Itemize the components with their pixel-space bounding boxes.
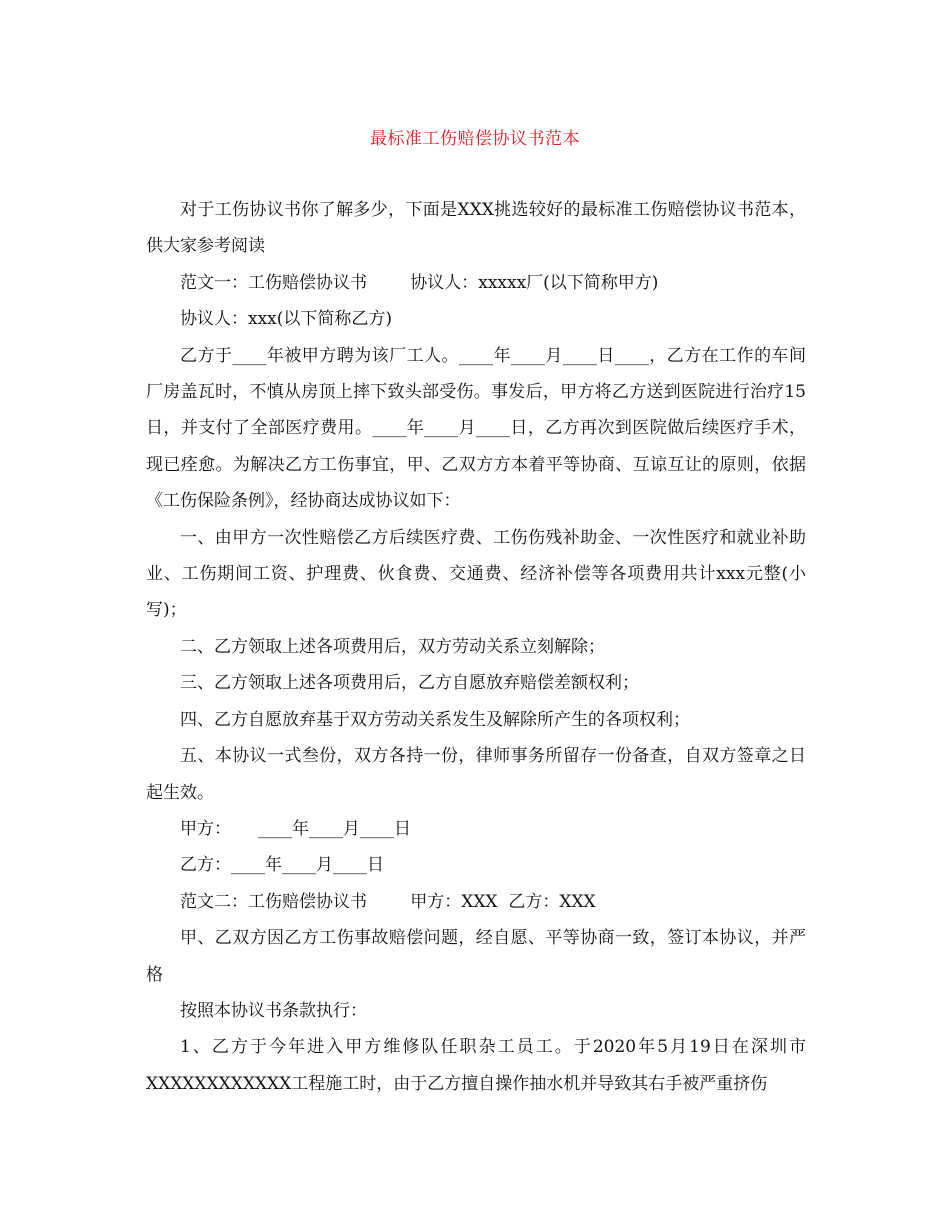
paragraph-background: 乙方于____年被甲方聘为该厂工人。____年____月____日____，乙方在工作的车间厂房盖瓦时，不慎从房顶上摔下致头部受伤。事发后，甲方将乙方送到医院进行治疗15日，并支付了全部医疗费用。____年____月____日，乙方再次到医院做后续医疗手术，现已痊愈。为解决乙方工伤事宜，甲、乙双方方本着平等协商、互谅互让的原则，依据《工伤保险条例》，经协商达成协议如下： [146,345,806,512]
signature-party-a: 甲方： ____年____月____日 [180,818,412,839]
paragraph-clause-3: 三、乙方领取上述各项费用后，乙方自愿放弃赔偿差额权利； [180,673,639,694]
paragraph-sample-two-terms: 按照本协议书条款执行： [180,1000,367,1021]
paragraph-clause-2: 二、乙方领取上述各项费用后，双方劳动关系立刻解除； [180,636,605,657]
paragraph-clause-4: 四、乙方自愿放弃基于双方劳动关系发生及解除所产生的各项权利； [180,709,690,730]
paragraph-clause-1: 一、由甲方一次性赔偿乙方后续医疗费、工伤伤残补助金、一次性医疗和就业补助业、工伤期间工资、护理费、伙食费、交通费、经济补偿等各项费用共计xxx元整(小写)； [146,527,806,621]
paragraph-sample-one-header: 范文一：工伤赔偿协议书 协议人：xxxxx厂(以下简称甲方) [180,272,659,293]
paragraph-party-b: 协议人：xxx(以下简称乙方) [180,309,393,330]
paragraph-sample-two-intro: 甲、乙双方因乙方工伤事故赔偿问题，经自愿、平等协商一致，签订本协议，并严格 [146,928,806,985]
signature-party-b: 乙方：____年____月____日 [180,855,384,876]
paragraph-clause-5: 五、本协议一式叁份，双方各持一份，律师事务所留存一份备查，自双方签章之日起生效。 [146,746,806,803]
document-body [146,192,806,1102]
paragraph-sample-two-clause-1: 1、乙方于今年进入甲方维修队任职杂工员工。于2020年5月19日在深圳市XXXXXXXXXXXX工程施工时，由于乙方擅自操作抽水机并导致其右手被严重挤伤 [146,1037,806,1094]
paragraph-intro: 对于工伤协议书你了解多少，下面是XXX挑选较好的最标准工伤赔偿协议书范本，供大家参考阅读 [146,200,806,257]
document-title: 最标准工伤赔偿协议书范本 [370,129,580,149]
paragraph-sample-two-header: 范文二：工伤赔偿协议书 甲方：XXX 乙方：XXX [180,891,596,912]
